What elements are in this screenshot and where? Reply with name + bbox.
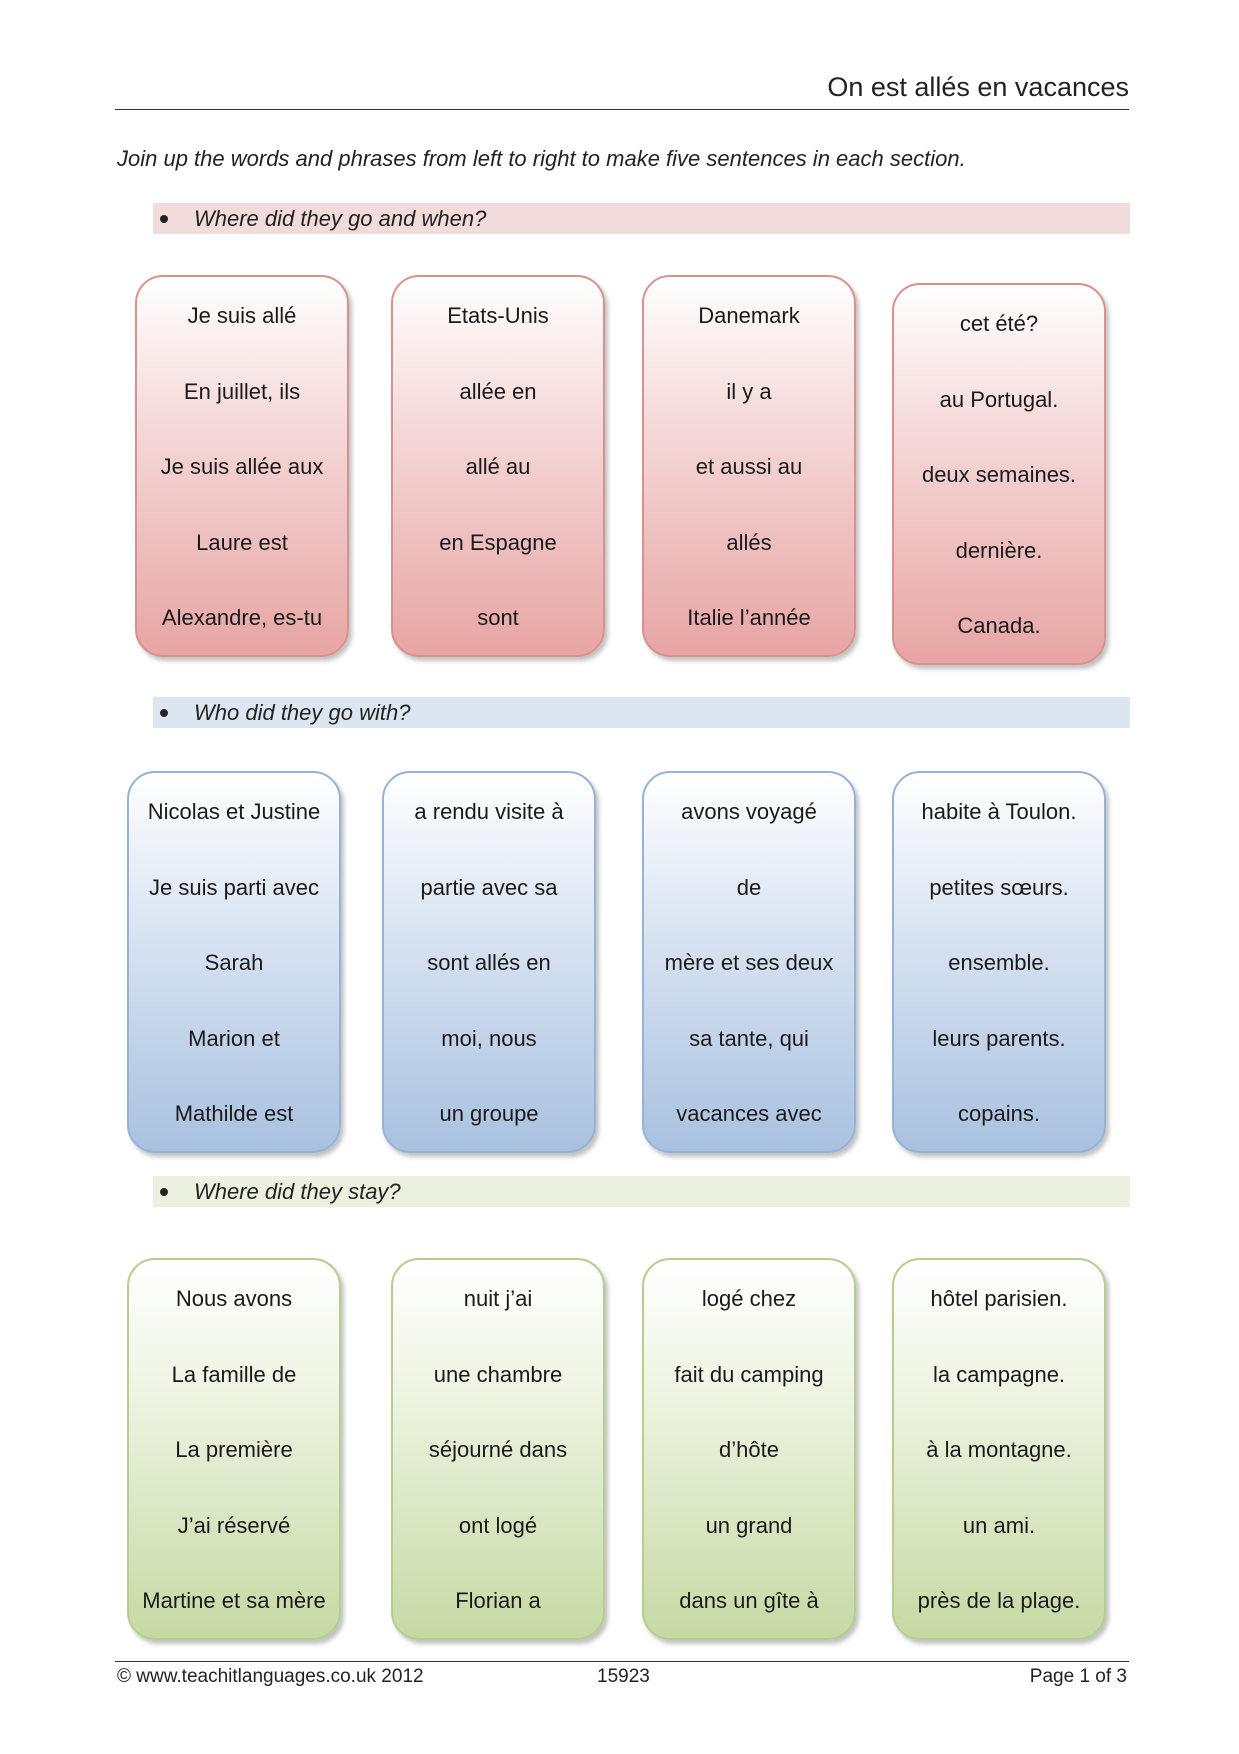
phrase[interactable]: Nicolas et Justine [147, 799, 321, 824]
phrase[interactable]: en Espagne [439, 529, 557, 555]
phrase[interactable]: ont logé [458, 1512, 538, 1538]
phrase[interactable]: partie avec sa [420, 874, 558, 900]
phrase[interactable]: Mathilde est [174, 1101, 294, 1126]
phrase[interactable]: moi, nous [441, 1025, 537, 1051]
phrase[interactable]: il y a [726, 378, 772, 404]
phrase[interactable]: hôtel parisien. [930, 1286, 1068, 1311]
phrase[interactable]: un ami. [962, 1512, 1036, 1538]
phrase-card [892, 771, 1106, 1153]
phrase[interactable]: et aussi au [695, 454, 803, 479]
phrase[interactable]: Je suis allé [187, 303, 297, 328]
phrase-card [892, 283, 1106, 665]
phrase[interactable]: vacances avec [676, 1101, 822, 1126]
phrase[interactable]: Sarah [204, 950, 264, 975]
phrase[interactable]: leurs parents. [932, 1025, 1066, 1051]
phrase[interactable]: a rendu visite à [414, 799, 564, 824]
phrase-card [892, 1258, 1106, 1640]
phrase[interactable]: séjourné dans [428, 1437, 568, 1462]
phrase[interactable]: La première [175, 1437, 293, 1462]
phrase[interactable]: Je suis allée aux [160, 454, 324, 479]
section-heading-label: Where did they go and when? [194, 205, 487, 231]
phrase-card [391, 275, 605, 657]
phrase[interactable]: avons voyagé [681, 799, 817, 824]
phrase[interactable]: J’ai réservé [177, 1512, 291, 1538]
phrase[interactable]: la campagne. [932, 1361, 1066, 1387]
phrase-card [642, 771, 856, 1153]
phrase[interactable]: Alexandre, es-tu [161, 605, 323, 630]
phrase[interactable]: Canada. [957, 613, 1041, 638]
page-title: On est allés en vacances [827, 72, 1129, 102]
phrase-card [642, 275, 856, 657]
phrase[interactable]: En juillet, ils [183, 378, 301, 404]
phrase-card [391, 1258, 605, 1640]
phrase[interactable]: Je suis parti avec [149, 874, 319, 900]
phrase[interactable]: Nous avons [175, 1286, 293, 1311]
phrase[interactable]: Marion et [188, 1025, 280, 1051]
phrase[interactable]: logé chez [701, 1286, 797, 1311]
phrase[interactable]: Laure est [196, 529, 288, 555]
footer-resource-code: 15923 [597, 1666, 650, 1687]
phrase[interactable]: au Portugal. [939, 386, 1059, 412]
phrase-card [382, 771, 596, 1153]
section-heading-where [153, 203, 1130, 234]
phrase[interactable]: allée en [459, 378, 537, 404]
phrase[interactable]: un grand [705, 1512, 793, 1538]
phrase[interactable]: La famille de [171, 1361, 297, 1387]
phrase[interactable]: sont allés en [427, 950, 551, 975]
phrase[interactable]: dans un gîte à [679, 1588, 819, 1613]
phrase[interactable]: Florian a [455, 1588, 541, 1613]
phrase[interactable]: cet été? [959, 311, 1039, 336]
bullet-icon [160, 1188, 168, 1196]
phrase-card [642, 1258, 856, 1640]
section-heading-stay [153, 1176, 1130, 1207]
phrase[interactable]: habite à Toulon. [921, 799, 1077, 824]
phrase[interactable]: de [736, 874, 762, 900]
phrase[interactable]: nuit j’ai [463, 1286, 533, 1311]
phrase[interactable]: Martine et sa mère [142, 1588, 326, 1613]
bullet-icon [160, 709, 168, 717]
title-divider [115, 109, 1129, 110]
phrase[interactable]: un groupe [439, 1101, 539, 1126]
phrase[interactable]: deux semaines. [921, 462, 1077, 487]
phrase-card [127, 1258, 341, 1640]
phrase[interactable]: Italie l’année [687, 605, 811, 630]
section-heading-who [153, 697, 1130, 728]
phrase[interactable]: fait du camping [674, 1361, 824, 1387]
phrase[interactable]: Danemark [698, 303, 800, 328]
phrase[interactable]: allés [726, 529, 772, 555]
section-heading-label: Where did they stay? [194, 1178, 401, 1204]
phrase[interactable]: près de la plage. [917, 1588, 1081, 1613]
bullet-icon [160, 215, 168, 223]
phrase[interactable]: petites sœurs. [929, 874, 1069, 900]
phrase[interactable]: sont [477, 605, 519, 630]
phrase[interactable]: sa tante, qui [689, 1025, 809, 1051]
footer-page-number: Page 1 of 3 [1029, 1666, 1127, 1687]
phrase[interactable]: mère et ses deux [664, 950, 834, 975]
phrase[interactable]: à la montagne. [926, 1437, 1072, 1462]
phrase[interactable]: Etats-Unis [447, 303, 549, 328]
phrase-card [127, 771, 341, 1153]
section-heading-label: Who did they go with? [194, 699, 411, 725]
instructions: Join up the words and phrases from left to right to make five sentences in each section. [117, 146, 966, 171]
phrase[interactable]: d’hôte [719, 1437, 779, 1462]
phrase[interactable]: dernière. [955, 537, 1043, 563]
phrase[interactable]: allé au [465, 454, 531, 479]
footer-copyright: © www.teachitlanguages.co.uk 2012 [117, 1666, 424, 1687]
phrase[interactable]: ensemble. [948, 950, 1050, 975]
phrase-card [135, 275, 349, 657]
phrase[interactable]: une chambre [433, 1361, 563, 1387]
footer-divider [115, 1661, 1129, 1662]
phrase[interactable]: copains. [958, 1101, 1040, 1126]
